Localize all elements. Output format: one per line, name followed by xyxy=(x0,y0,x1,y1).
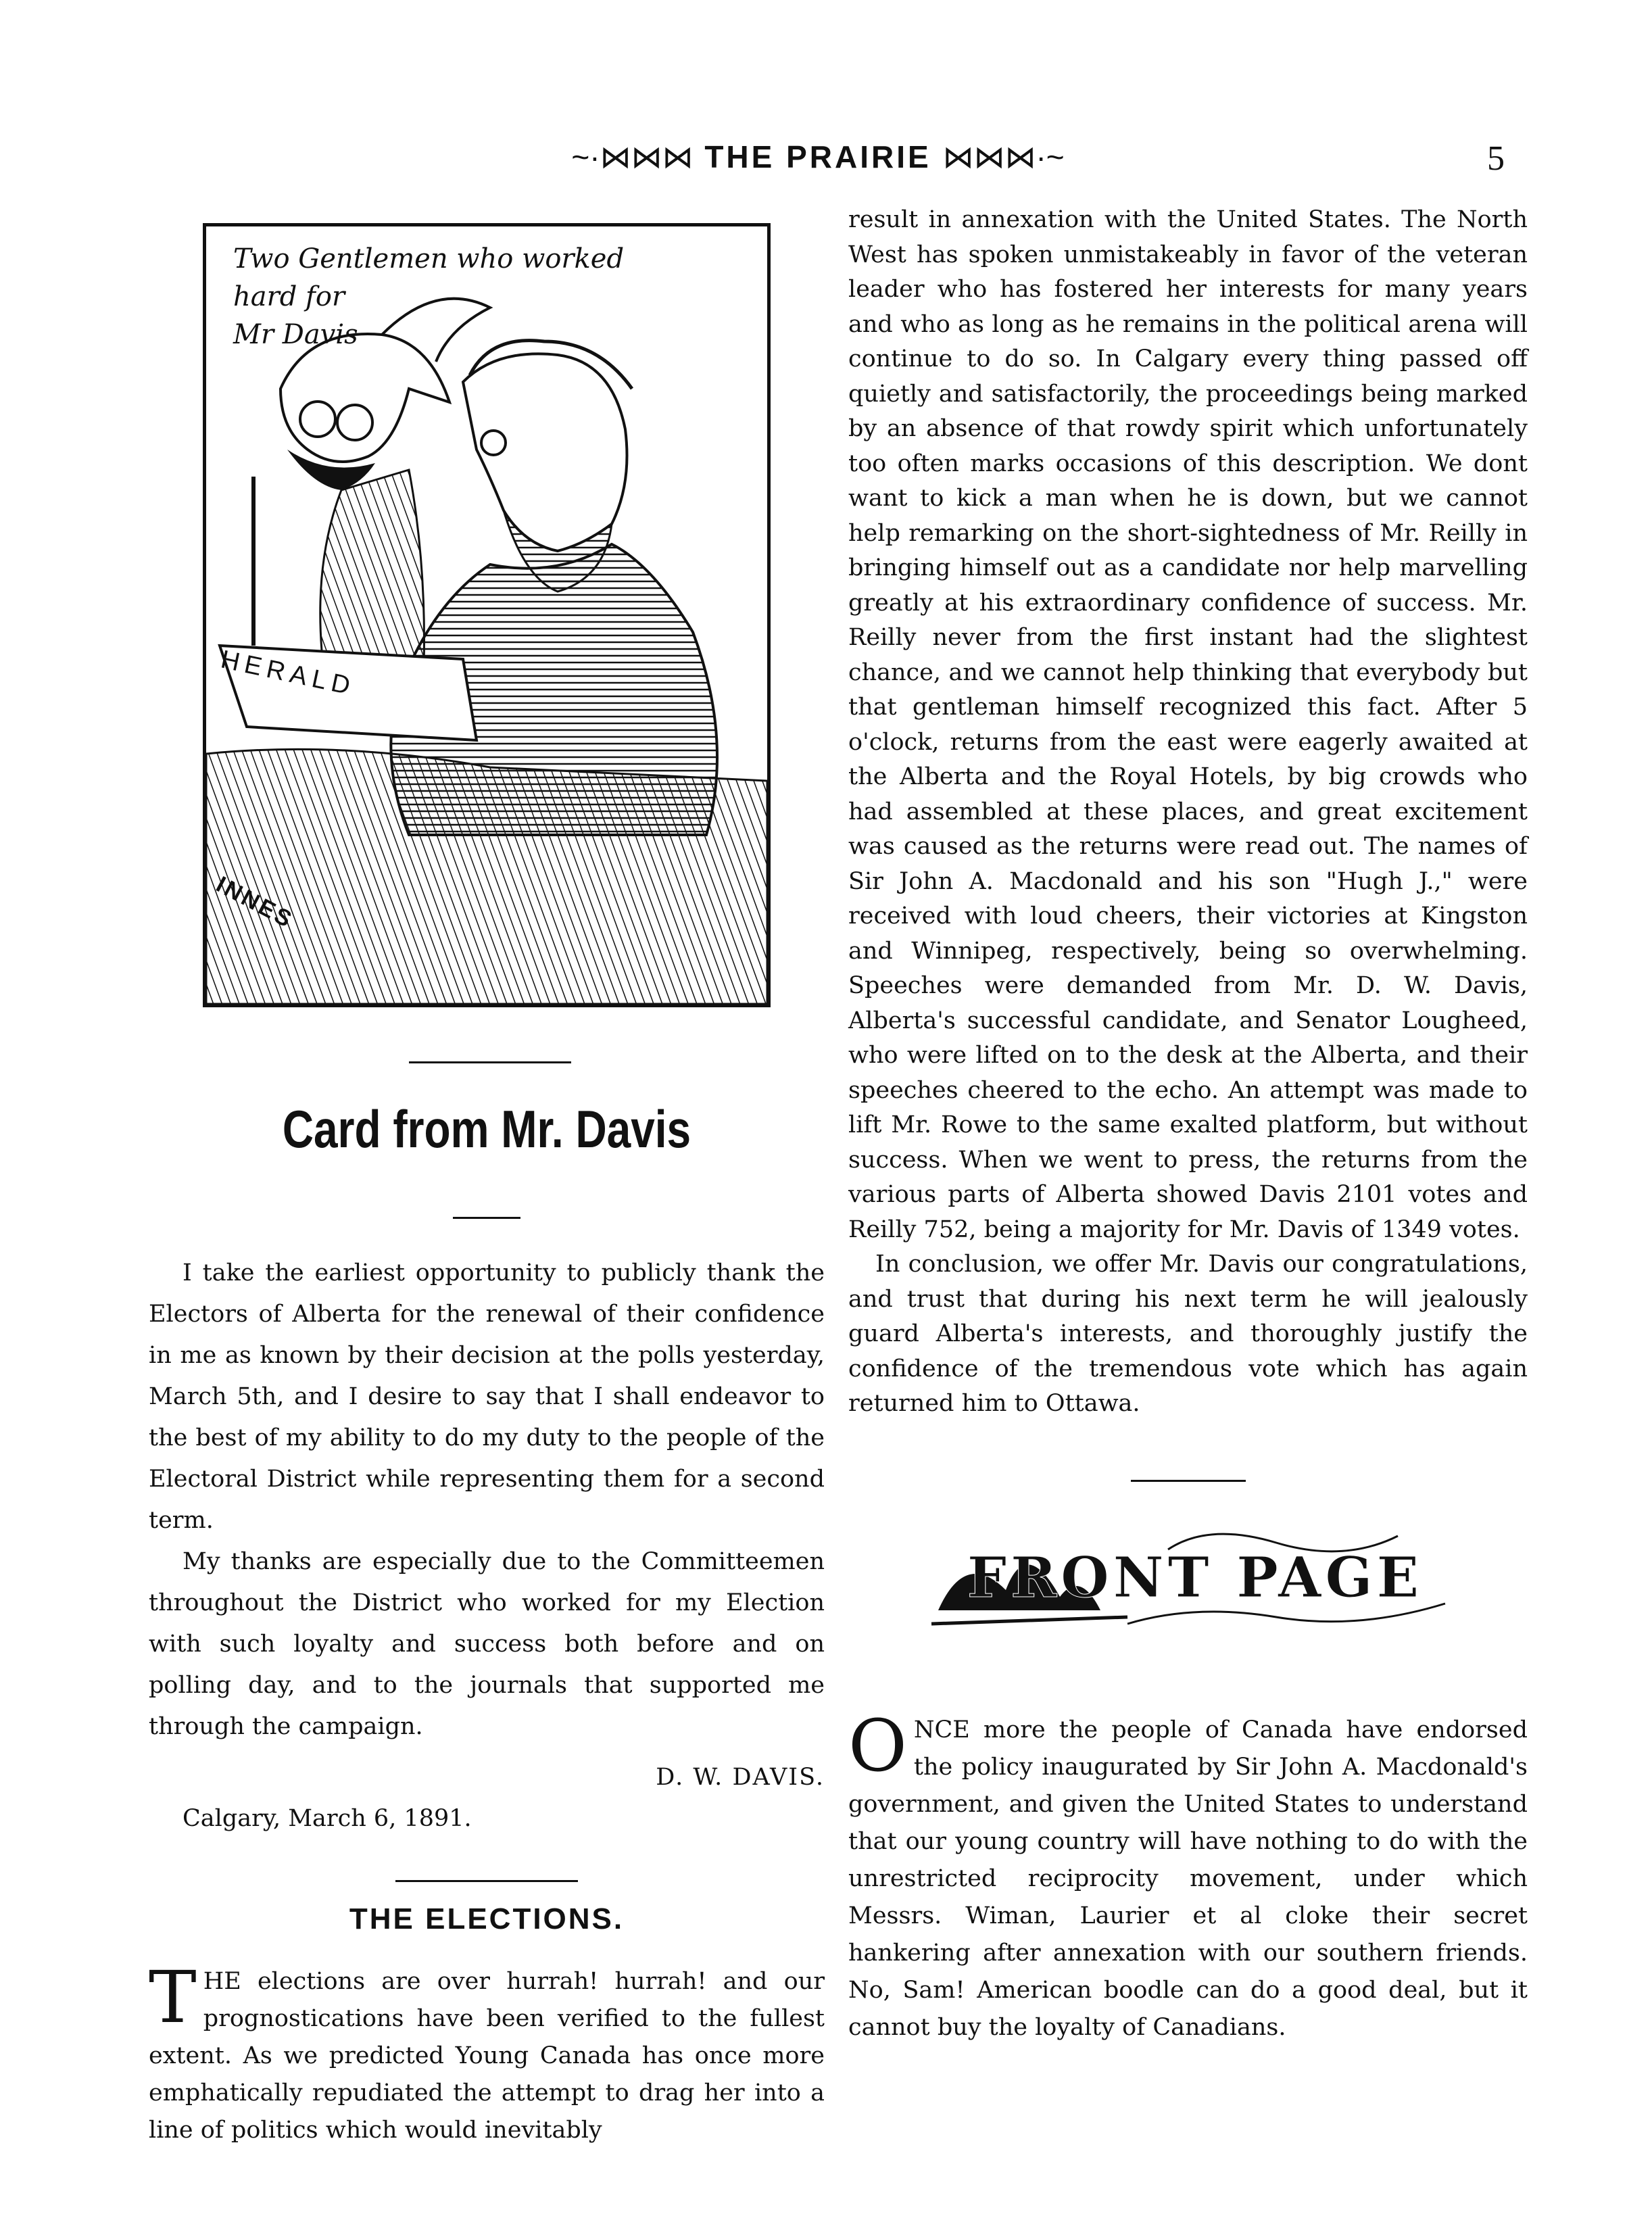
front-page-banner-text: FRONT PAGE xyxy=(967,1545,1423,1610)
artist-signature: INNES xyxy=(212,871,298,934)
left-column xyxy=(149,1095,825,2149)
cartoon-illustration xyxy=(203,223,771,1007)
elections-dropcap: T xyxy=(149,1956,197,2039)
header-ornament-right: ⋈⋈⋈·~ xyxy=(942,139,1065,174)
elections-paragraph xyxy=(149,1956,825,2149)
newspaper-label: HERALD xyxy=(218,645,358,702)
right-column xyxy=(848,203,1528,2046)
front-page-rule xyxy=(1131,1480,1246,1482)
card-paragraph: My thanks are especially due to the Committeemen throughout the District who worked for my Election with such loyalty and success both before and on polling day, and to the journals that supported me through the campaign. xyxy=(149,1548,825,1740)
front-page-text: NCE more the people of Canada have endorsed the policy inaugurated by Sir John A. Macdonald's government, and given the United States to understand that our young country will have nothing to do with the unrestricted reciprocity movement, under which Messrs. Wiman, Laurier et al cloke their secret hankering after annexation with our southern friends. No, Sam! American boodle can do a good deal, but it cannot buy the loyalty of Canadians. xyxy=(848,1716,1528,2041)
front-page-paragraph xyxy=(848,1704,1528,2046)
cartoon-divider xyxy=(409,1061,571,1063)
cartoon-drawing xyxy=(206,226,767,1004)
elections-text: HE elections are over hurrah! hurrah! and our prognostications have been verified to the fullest extent. As we predicted Young Canada has once more emphatically repudiated the attempt to drag her into a line of politics which would inevitably xyxy=(149,1968,825,2144)
card-title: Card from Mr. Davis xyxy=(282,1099,691,1159)
publication-title: THE PRAIRIE xyxy=(704,139,931,174)
cartoon-caption: Two Gentlemen who worked hard for Mr Davis xyxy=(233,243,625,350)
elections-conclusion-paragraph: In conclusion, we offer Mr. Davis our congratulations, and trust that during his next term he will jealously guard Alberta's interests, and thoroughly justify the confidence of the tremendous vote which has again returned him to Ottawa. xyxy=(848,1251,1528,1417)
card-signature: D. W. DAVIS. xyxy=(656,1764,825,1791)
header-ornament-left: ~·⋈⋈⋈ xyxy=(571,139,694,174)
card-title-rule xyxy=(453,1217,520,1219)
page-number: 5 xyxy=(1487,139,1505,178)
section-divider xyxy=(395,1880,578,1882)
card-dateline: Calgary, March 6, 1891. xyxy=(183,1805,472,1832)
front-page-banner xyxy=(925,1509,1452,1637)
elections-continued-paragraph: result in annexation with the United States. The North West has spoken unmistakeably in favor of the veteran leader who has fostered her interests for many years and who as long as he remains in the political arena will continue to do so. In Calgary every thing passed off quietly and satisfactorily, the proceedings being marked by an absence of that rowdy spirit which unfortunately too often marks occasions of this description. We dont want to kick a man when he is down, but we cannot help remarking on the short-sightedness of Mr. Reilly in bringing himself out as a candidate nor help marvelling greatly at his extraordinary confidence of success. Mr. Reilly never from the first instant had the slightest chance, and we cannot help thinking that everybody but that gentleman himself recognized this fact. After 5 o'clock, returns from the east were eagerly awaited at the Alberta and the Royal Hotels, by big crowds who had assembled at these places, and great excitement was caused as the returns were read out. The names of Sir John A. Macdonald and his son "Hugh J.," were received with loud cheers, their victories at Kingston and Winnipeg, respectively, being so overwhelming. Speeches were demanded from Mr. D. W. Davis, Alberta's successful candidate, and Senator Lougheed, who were lifted on to the desk at the Alberta, and their speeches cheered to the echo. An attempt was made to lift Mr. Rowe to the same exalted platform, but without success. When we went to press, the returns from the various parts of Alberta showed Davis 2101 votes and Reilly 752, being a majority for Mr. Davis of 1349 votes. xyxy=(848,206,1528,1243)
card-paragraph: I take the earliest opportunity to publicly thank the Electors of Alberta for the renewal of their confidence in me as known by their decision at the polls yesterday, March 5th, and I desire to say that I shall endeavor to the best of my ability to do my duty to the people of the Electoral District while representing them for a second term. xyxy=(149,1259,825,1534)
elections-title: THE ELECTIONS. xyxy=(349,1902,625,1935)
front-page-dropcap: O xyxy=(848,1704,907,1787)
page-header xyxy=(514,139,1122,175)
